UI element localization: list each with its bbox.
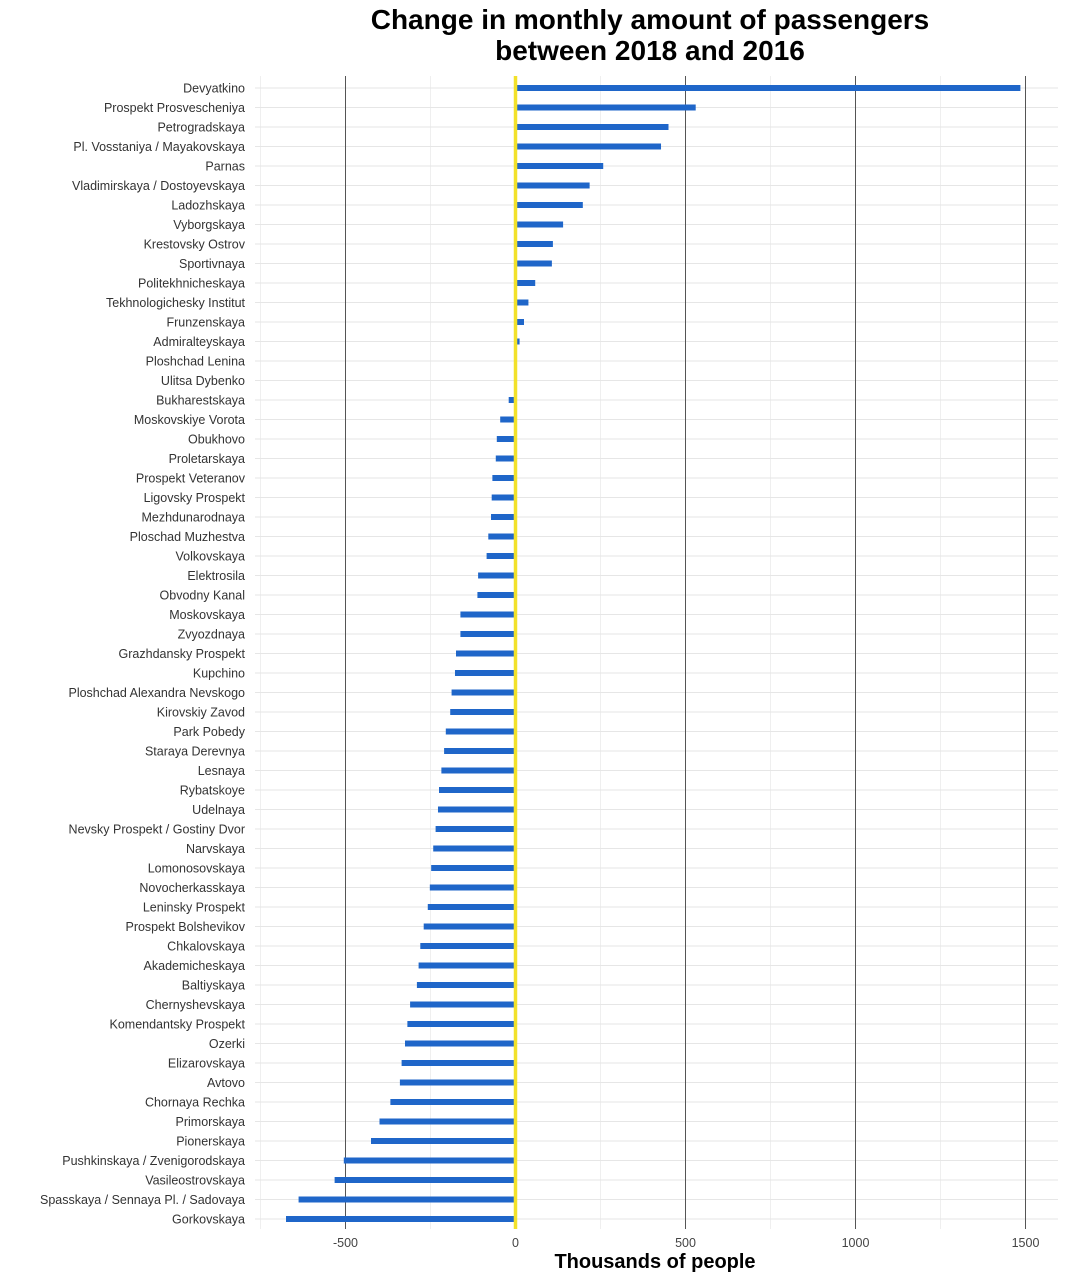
bar: [405, 1041, 516, 1047]
category-label: Ligovsky Prospekt: [143, 491, 245, 505]
bar: [371, 1138, 516, 1144]
category-label: Politekhnicheskaya: [137, 276, 245, 291]
category-label: Akademicheskaya: [143, 959, 245, 973]
category-label: Grazhdansky Prospekt: [118, 647, 245, 661]
category-label: Elektrosila: [187, 569, 245, 583]
bar: [516, 222, 564, 228]
bar: [516, 280, 536, 286]
bar: [516, 261, 552, 267]
bar: [444, 748, 515, 754]
bar: [450, 709, 515, 715]
bar: [460, 612, 515, 618]
bar: [441, 768, 515, 774]
category-label: Ploschad Muzhestva: [129, 530, 245, 544]
x-tick-label: 1000: [841, 1236, 870, 1250]
category-label: Komendantsky Prospekt: [109, 1017, 245, 1032]
category-label: Pushkinskaya / Zvenigorodskaya: [62, 1154, 245, 1168]
category-label: Admiralteyskaya: [153, 335, 245, 349]
category-labels-layer: [40, 82, 246, 1227]
x-tick-label: 500: [675, 1236, 696, 1250]
bar: [492, 475, 515, 481]
x-tick-label: 1500: [1011, 1236, 1040, 1250]
bar: [424, 924, 516, 930]
category-label: Tekhnologichesky Institut: [106, 296, 245, 310]
bar: [286, 1216, 516, 1222]
category-label: Staraya Derevnya: [144, 744, 245, 759]
category-label: Proletarskaya: [168, 452, 245, 466]
bar: [460, 631, 515, 637]
category-label: Devyatkino: [183, 81, 245, 96]
category-label: Gorkovskaya: [172, 1212, 245, 1227]
bar: [455, 670, 516, 676]
x-tick-label: 0: [512, 1236, 519, 1250]
category-label: Vladimirskaya / Dostoyevskaya: [72, 179, 245, 193]
category-label: Pl. Vosstaniya / Mayakovskaya: [73, 140, 245, 154]
bar: [487, 553, 516, 559]
bar: [400, 1080, 516, 1086]
category-label: Moskovskiye Vorota: [133, 413, 245, 427]
category-label: Ulitsa Dybenko: [160, 374, 245, 388]
category-label: Rybatskoye: [179, 783, 245, 798]
category-label: Narvskaya: [185, 842, 245, 856]
category-label: Leninsky Prospekt: [142, 900, 245, 915]
category-label: Chkalovskaya: [167, 939, 245, 954]
bar: [516, 124, 669, 130]
bar: [500, 417, 515, 423]
bar: [478, 573, 515, 579]
category-label: Kirovskiy Zavod: [156, 705, 245, 720]
category-label: Moskovskaya: [169, 608, 245, 622]
bar: [402, 1060, 516, 1066]
category-label: Volkovskaya: [175, 549, 245, 564]
bar: [446, 729, 516, 735]
bar: [516, 202, 583, 208]
bar: [516, 85, 1021, 91]
bar: [516, 300, 529, 306]
category-label: Bukharestskaya: [156, 393, 245, 408]
category-label: Pionerskaya: [176, 1134, 245, 1149]
category-label: Park Pobedy: [173, 725, 245, 739]
category-label: Lesnaya: [197, 764, 245, 778]
bar: [456, 651, 516, 657]
category-label: Spasskaya / Sennaya Pl. / Sadovaya: [40, 1193, 245, 1207]
chart-title-line-1: Change in monthly amount of passengers: [370, 4, 930, 35]
category-label: Obukhovo: [188, 432, 245, 447]
category-label: Obvodny Kanal: [159, 588, 245, 603]
bar: [380, 1119, 516, 1125]
bar: [438, 807, 516, 813]
bar: [491, 514, 515, 520]
category-label: Krestovsky Ostrov: [143, 237, 245, 252]
bar: [497, 436, 516, 442]
category-label: Udelnaya: [192, 803, 245, 817]
bar: [419, 963, 516, 969]
x-axis-title: Thousands of people: [554, 1251, 756, 1273]
category-label: Novocherkasskaya: [139, 881, 245, 895]
bar: [516, 241, 553, 247]
category-label: Ladozhskaya: [171, 198, 245, 213]
category-label: Kupchino: [192, 666, 245, 681]
category-label: Prospekt Veteranov: [135, 471, 245, 486]
bar: [477, 592, 515, 598]
category-label: Mezhdunarodnaya: [141, 510, 245, 525]
category-label: Nevsky Prospekt / Gostiny Dvor: [68, 822, 245, 837]
category-label: Vyborgskaya: [173, 218, 245, 232]
category-label: Prospekt Bolshevikov: [125, 920, 245, 934]
category-label: Petrogradskaya: [157, 120, 245, 135]
category-label: Chornaya Rechka: [144, 1095, 245, 1110]
bar: [299, 1197, 516, 1203]
bar: [439, 787, 516, 793]
bar: [488, 534, 515, 540]
category-label: Elizarovskaya: [167, 1056, 245, 1071]
bar: [431, 865, 515, 871]
bar: [344, 1158, 516, 1164]
category-label: Ozerki: [208, 1037, 245, 1051]
bar: [433, 846, 515, 852]
bar: [492, 495, 516, 501]
category-label: Baltiyskaya: [181, 978, 245, 993]
chart-title-line-2: between 2018 and 2016: [495, 35, 805, 66]
bar: [516, 183, 590, 189]
x-tick-label: -500: [332, 1236, 359, 1250]
category-label: Zvyozdnaya: [177, 627, 245, 642]
category-label: Parnas: [205, 159, 245, 174]
category-label: Chernyshevskaya: [145, 998, 245, 1012]
category-label: Ploshchad Lenina: [145, 354, 245, 369]
category-label: Primorskaya: [175, 1115, 245, 1129]
category-label: Vasileostrovskaya: [145, 1173, 245, 1188]
bar: [417, 982, 516, 988]
x-tick-labels-layer: [333, 1236, 1039, 1250]
category-label: Lomonosovskaya: [147, 861, 245, 876]
bar: [428, 904, 516, 910]
category-label: Sportivnaya: [178, 257, 245, 271]
bar: [430, 885, 516, 891]
category-label: Prospekt Prosvescheniya: [103, 101, 245, 115]
bar: [496, 456, 516, 462]
bar: [410, 1002, 515, 1008]
bar: [516, 105, 696, 111]
grid-layer: [255, 76, 1058, 1229]
bar: [436, 826, 516, 832]
bar: [390, 1099, 515, 1105]
bar: [516, 144, 662, 150]
category-label: Frunzenskaya: [166, 315, 245, 330]
bar: [452, 690, 516, 696]
bar: [335, 1177, 516, 1183]
category-label: Ploshchad Alexandra Nevskogo: [68, 686, 245, 700]
bar: [407, 1021, 515, 1027]
bar: [516, 163, 604, 169]
category-label: Avtovo: [207, 1076, 245, 1090]
bar: [420, 943, 515, 949]
